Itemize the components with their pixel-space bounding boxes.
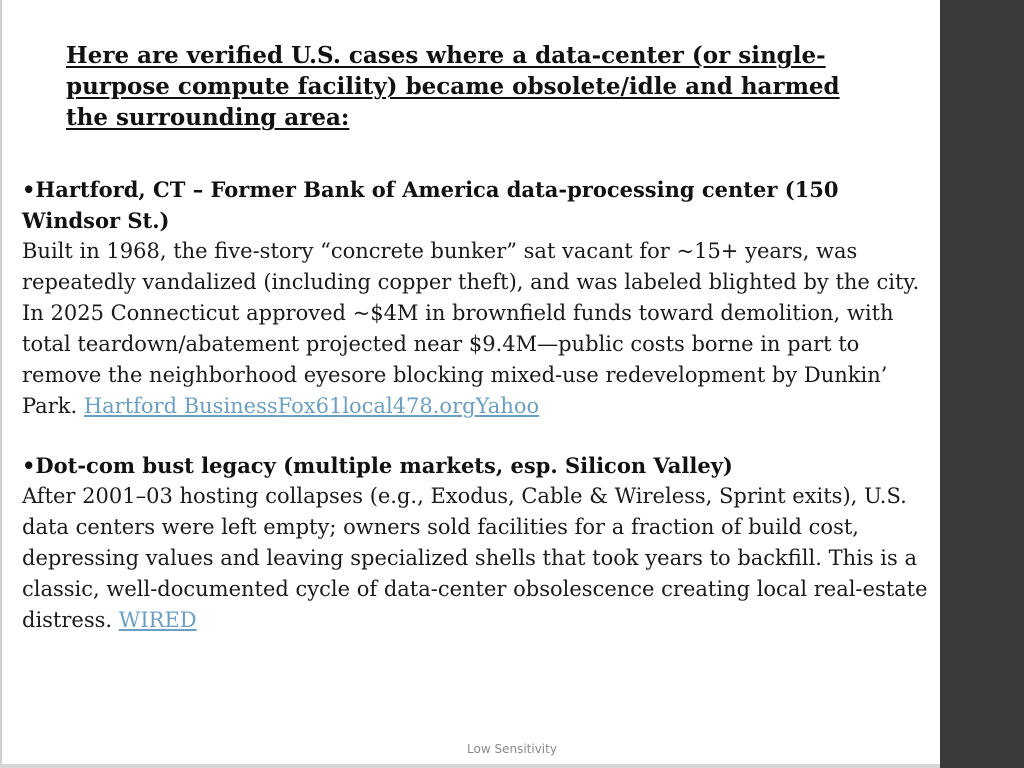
sensitivity-label: Low Sensitivity (467, 742, 557, 756)
case-body: After 2001–03 hosting collapses (e.g., Exodus, Cable & Wireless, Sprint exits), U.S. data centers were left empty; owners sold facilities for a fraction of build cost, depressing values and leaving specialized shells that took years to backfill. This is a classic, well-documented cycle of data-center obsolescence creating local real-estate distress. (22, 484, 928, 632)
source-link-hartford-business[interactable]: Hartford Business (83, 394, 278, 418)
page-bottom-border (0, 764, 940, 768)
page-left-border (0, 0, 2, 768)
case-title: •Hartford, CT – Former Bank of America data-processing center (150 Windsor St.) (22, 177, 839, 233)
case-title: •Dot-com bust legacy (multiple markets, esp. Silicon Valley) (22, 453, 733, 478)
source-links (84, 394, 539, 418)
source-link-local478[interactable]: local478.org (342, 394, 476, 418)
source-link-wired[interactable]: WIRED (118, 608, 197, 632)
source-link-yahoo[interactable]: Yahoo (475, 394, 540, 418)
case-hartford (22, 174, 934, 422)
page-heading: Here are verified U.S. cases where a data-center (or single-purpose compute facility) became obsolete/idle and harmed the surrounding area: (66, 42, 840, 131)
source-links (119, 608, 197, 632)
case-dotcom-bust (22, 450, 934, 636)
case-body: Built in 1968, the five-story “concrete bunker” sat vacant for ~15+ years, was repeatedly vandalized (including copper theft), and was labeled blighted by the city. In 2025 Connecticut approved ~$4M in brownfield funds toward demolition, with total teardown/abatement projected near $9.4M—public costs borne in part to remove the neighborhood eyesore blocking mixed-use redevelopment by Dunkin’ Park. (22, 239, 920, 418)
side-panel (940, 0, 1024, 768)
source-link-fox61[interactable]: Fox61 (277, 394, 343, 418)
